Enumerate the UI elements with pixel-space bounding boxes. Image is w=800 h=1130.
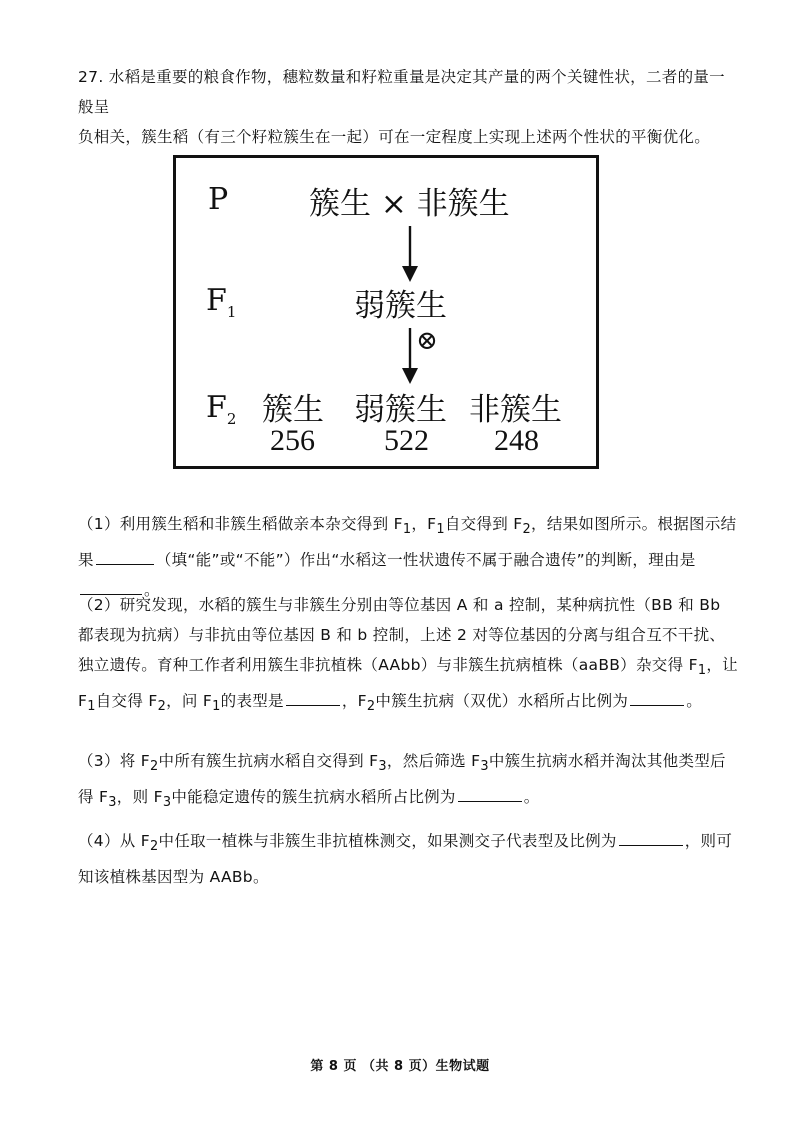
- question-intro: [78, 62, 738, 152]
- part-1: （1）利用簇生稻和非簇生稻做亲本杂交得到 $F_1$，$F_1$自交得到 $F_2$，结果如图所示。根据图示结果 （填“能”或“不能”）作出“水稻这一性状遗传不属于融合遗传”的判断，理由是。: [78, 515, 737, 600]
- f2-count-clustered: 256: [270, 424, 315, 457]
- f2-count-non: 248: [494, 424, 539, 457]
- part-4: （4）从 $F_2$中任取一植株与非簇生非抗植株测交，如果测交子代表型及比例为 ，则可知该植株基因型为 AABb。: [78, 826, 738, 892]
- part-3: （3）将 $F_2$中所有簇生抗病水稻自交得到 $F_3$，然后筛选 $F_3$中簇生抗病水稻并淘汰其他类型后得 $F_3$，则 $F_3$中能稳定遗传的簇生抗病水稻所占比例为 。: [78, 752, 726, 811]
- intro-line-1: 27. 水稻是重要的粮食作物，穗粒数量和籽粒重量是决定其产量的两个关键性状，二者的量一般呈: [78, 68, 725, 116]
- f2-phenotype-clustered: 簇生: [262, 392, 324, 428]
- page-footer: 第 8 页 （共 8 页）生物试题: [310, 1059, 490, 1074]
- f2-phenotype-weak: 弱簇生: [354, 392, 447, 428]
- part-2: （2）研究发现，水稻的簇生与非簇生分别由等位基因 A 和 a 控制，某种病抗性（BB 和 Bb 都表现为抗病）与非抗由等位基因 B 和 b 控制，上述 2 对等位基因的分离与组合互不干扰、独立遗传。育种工作者利用簇生非抗植株（AAbb）与非簇生抗病植株（aaBB）杂交得 $F_1$，让 $F_1$自交得 $F_2$，问 $F_1$的表型是 ，$F_2$中簇生抗病（双优）水稻所占比例为 。: [78, 596, 738, 715]
- answer-blank-1a[interactable]: [96, 546, 154, 565]
- answer-blank-4[interactable]: [619, 827, 683, 846]
- f1-phenotype: 弱簇生: [354, 288, 447, 324]
- selfing-symbol: ⊗: [416, 326, 438, 356]
- answer-blank-3[interactable]: [458, 783, 522, 802]
- p-generation-label: P: [208, 182, 229, 217]
- genetic-cross-diagram: [173, 155, 599, 469]
- p-cross: 簇生 × 非簇生: [309, 186, 510, 222]
- f2-count-weak: 522: [384, 424, 429, 457]
- f2-generation-label: $F_2$: [206, 390, 237, 428]
- answer-blank-2a[interactable]: [286, 687, 340, 706]
- intro-line-2: 负相关，簇生稻（有三个籽粒簇生在一起）可在一定程度上实现上述两个性状的平衡优化。: [78, 128, 711, 146]
- f2-phenotype-non: 非簇生: [469, 392, 562, 428]
- f1-generation-label: $F_1$: [206, 283, 237, 321]
- answer-blank-2b[interactable]: [630, 687, 684, 706]
- arrow-head-2: [402, 368, 418, 384]
